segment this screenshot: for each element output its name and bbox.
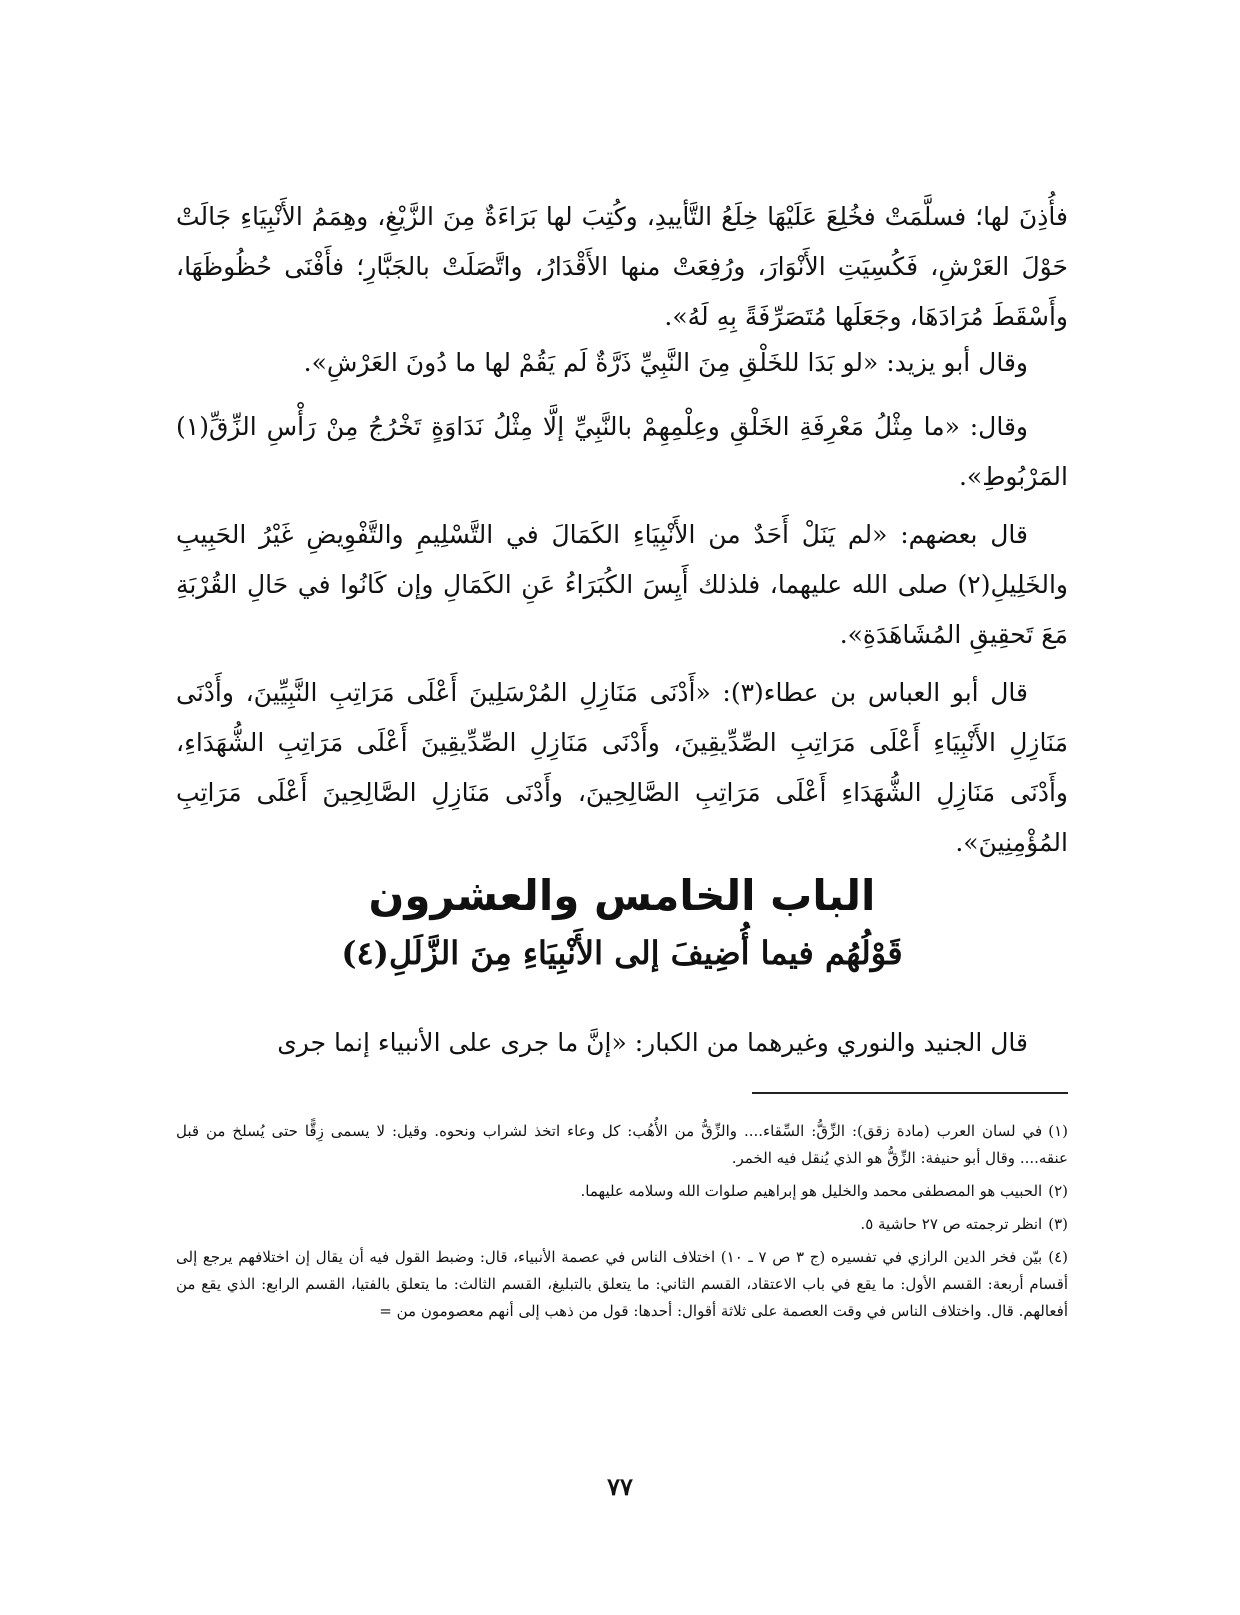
page-number: ٧٧: [607, 1472, 633, 1501]
footnote-number: (١): [1048, 1122, 1068, 1140]
body-paragraph: فأُذِنَ لها؛ فسلَّمَتْ فخُلِعَ عَلَيْهَا خِلَعُ التَّأييدِ، وكُتِبَ لها بَرَاءَةٌ مِنَ الزَّيْغِ، وهِمَمُ الأَنْبِيَاءِ جَالَتْ حَوْلَ العَرْشِ، فَكُسِيَتِ الأَنْوَارَ، ورُفِعَتْ منها الأَقْدَارُ، واتَّصَلَتْ بالجَبَّارِ؛ فأَفْنَى حُظُوظَهَا، وأَسْقَطَ مُرَادَهَا، وجَعَلَها مُتَصَرِّفَةً بِهِ لَهُ».: [176, 202, 1068, 331]
chapter-subtitle: قَوْلُهُم فيما أُضِيفَ إلى الأَنْبِيَاءِ مِنَ الزَّلَلِ(٤): [341, 934, 903, 972]
footnote-number: (٢): [1048, 1182, 1068, 1200]
footnote-number: (٣): [1048, 1215, 1068, 1233]
footnote-text: انظر ترجمته ص ٢٧ حاشية ٥.: [860, 1215, 1043, 1233]
body-paragraph: قال أبو العباس بن عطاء(٣): «أَدْنَى مَنَازِلِ المُرْسَلِينَ أَعْلَى مَرَاتِبِ النَّبِيِّينَ، وأَدْنَى مَنَازِلِ الأَنْبِيَاءِ أَعْلَى مَرَاتِبِ الصِّدِّيقِينَ، وأَدْنَى مَنَازِلِ الصِّدِّيقِينَ أَعْلَى مَرَاتِبِ الشُّهَدَاءِ، وأَدْنَى مَنَازِلِ الشُّهَدَاءِ أَعْلَى مَرَاتِبِ الصَّالِحِينَ، وأَدْنَى مَنَازِلِ الصَّالِحِينَ أَعْلَى مَرَاتِبِ المُؤْمِنِينَ».: [176, 678, 1069, 857]
footnote: [176, 1244, 1068, 1325]
footnote: [176, 1211, 1068, 1238]
body-paragraph: وقال: «ما مِثْلُ مَعْرِفَةِ الخَلْقِ وعِلْمِهِمْ بالنَّبِيِّ إلَّا مِثْلُ نَدَاوَةٍ تَخْرُجُ مِنْ رَأْسِ الزِّقِّ(١) المَرْبُوطِ».: [176, 412, 1068, 491]
body-paragraph: قال بعضهم: «لم يَنَلْ أَحَدٌ من الأَنْبِيَاءِ الكَمَالَ في التَّسْلِيمِ والتَّفْوِيضِ غَيْرُ الحَبِيبِ والخَلِيلِ(٢) صلى الله عليهما، فلذلك أَيِسَ الكُبَرَاءُ عَنِ الكَمَالِ وإن كَانُوا في حَالِ القُرْبَةِ مَعَ تَحقِيقِ المُشَاهَدَةِ».: [176, 520, 1068, 649]
body-paragraph: وقال أبو يزيد: «لو بَدَا للخَلْقِ مِنَ النَّبِيِّ ذَرَّةٌ لَم يَقُمْ لها ما دُونَ العَرْشِ».: [303, 348, 1028, 377]
footnote-text: في لسان العرب (مادة زقق): الزِّقُّ: السِّقاء.... والزِّقُّ من الأُهُب: كل وعاء اتخذ لشراب ونحوه. وقيل: لا يسمى زِقًّا حتى يُسلخ من قبل عنقه.... وقال أبو حنيفة: الزِّقُّ هو الذي يُنقل فيه الخمر.: [176, 1122, 1068, 1167]
footnote-text: بيّن فخر الدين الرازي في تفسيره (ج ٣ ص ٧ ـ ١٠) اختلاف الناس في عصمة الأنبياء، قال: وضبط القول فيه أن يقال إن اختلافهم يرجع إلى أقسام أربعة: القسم الأول: ما يقع في باب الاعتقاد، القسم الثاني: ما يتعلق بالتبليغ، القسم الثالث: ما يتعلق بالفتيا، القسم الرابع: الذي يقع من أفعالهم. قال. واختلاف الناس في وقت العصمة على ثلاثة أقوال: أحدها: قول من ذهب إلى أنهم معصومون من =: [176, 1248, 1068, 1320]
footnote: [176, 1178, 1068, 1205]
chapter-title: الباب الخامس والعشرون: [368, 871, 876, 920]
body-paragraph: قال الجنيد والنوري وغيرهما من الكبار: «إنَّ ما جرى على الأنبياء إنما جرى: [277, 1028, 1028, 1057]
footnote: [176, 1118, 1068, 1172]
footnote-separator: [752, 1092, 1068, 1094]
footnote-number: (٤): [1048, 1248, 1069, 1266]
footnote-text: الحبيب هو المصطفى محمد والخليل هو إبراهيم صلوات الله وسلامه عليهما.: [580, 1182, 1043, 1200]
footnotes-list: [176, 1118, 1068, 1331]
